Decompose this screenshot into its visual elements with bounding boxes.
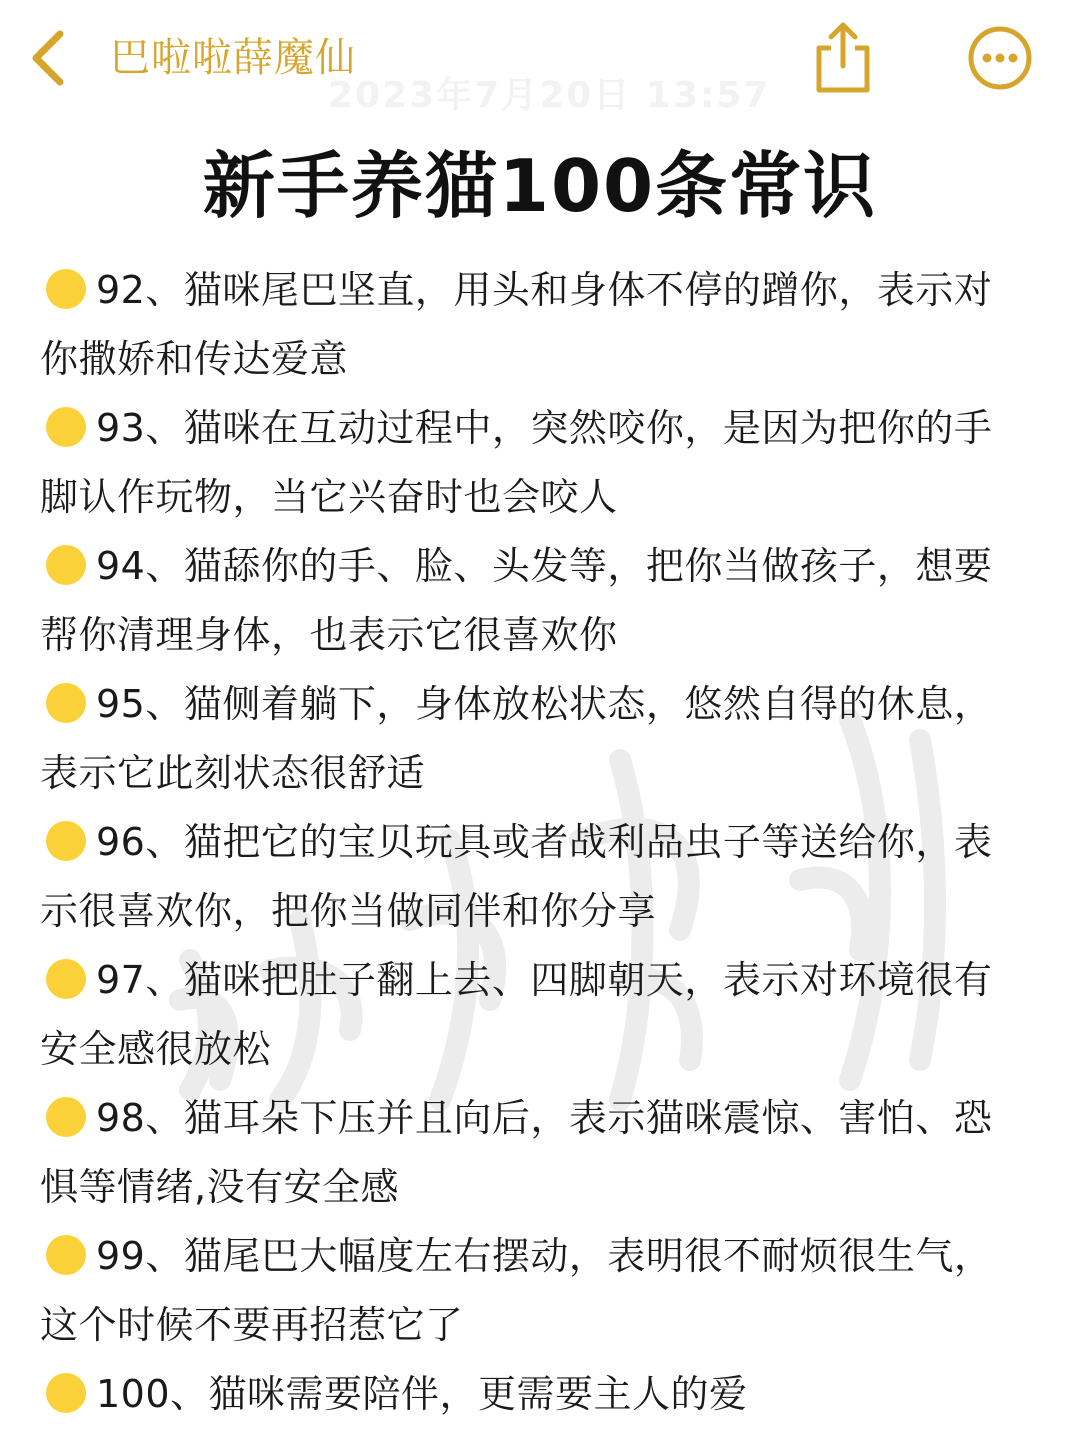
list-item <box>40 1084 1030 1222</box>
yellow-circle-icon <box>46 1373 86 1413</box>
tip-text: 94、猫舔你的手、脸、头发等，把你当做孩子，想要帮你清理身体，也表示它很喜欢你 <box>40 544 993 657</box>
top-nav-bar <box>0 0 1080 120</box>
list-item <box>40 670 1030 808</box>
list-item <box>40 1222 1030 1360</box>
chevron-left-icon <box>28 28 68 88</box>
share-button[interactable] <box>806 18 880 98</box>
list-item <box>40 532 1030 670</box>
tips-list <box>40 256 1030 1429</box>
list-item <box>40 808 1030 946</box>
yellow-circle-icon <box>46 269 86 309</box>
note-title: 新手养猫100条常识 <box>202 144 878 228</box>
note-date: 2023年7月20日 13:57 <box>328 75 771 116</box>
yellow-circle-icon <box>46 1235 86 1275</box>
list-item <box>40 1360 1030 1429</box>
share-icon <box>811 20 875 96</box>
tip-text: 96、猫把它的宝贝玩具或者战利品虫子等送给你，表示很喜欢你，把你当做同伴和你分享 <box>40 820 993 933</box>
tip-text: 92、猫咪尾巴坚直，用头和身体不停的蹭你，表示对你撒娇和传达爱意 <box>40 268 993 381</box>
tip-text: 95、猫侧着躺下，身体放松状态，悠然自得的休息，表示它此刻状态很舒适 <box>40 682 993 795</box>
list-item <box>40 256 1030 394</box>
yellow-circle-icon <box>46 545 86 585</box>
yellow-circle-icon <box>46 1097 86 1137</box>
tip-text: 99、猫尾巴大幅度左右摆动，表明很不耐烦很生气，这个时候不要再招惹它了 <box>40 1234 993 1347</box>
notes-folder-title[interactable]: 巴啦啦薛魔仙 <box>110 35 356 81</box>
tip-text: 97、猫咪把肚子翻上去、四脚朝天，表示对环境很有安全感很放松 <box>40 958 993 1071</box>
yellow-circle-icon <box>46 959 86 999</box>
yellow-circle-icon <box>46 821 86 861</box>
more-button[interactable] <box>966 24 1034 92</box>
more-icon <box>967 25 1033 91</box>
yellow-circle-icon <box>46 407 86 447</box>
tip-text: 93、猫咪在互动过程中，突然咬你，是因为把你的手脚认作玩物，当它兴奋时也会咬人 <box>40 406 993 519</box>
list-item <box>40 394 1030 532</box>
yellow-circle-icon <box>46 683 86 723</box>
tip-text: 100、猫咪需要陪伴，更需要主人的爱 <box>96 1372 748 1416</box>
back-button[interactable] <box>18 26 78 90</box>
tip-text: 98、猫耳朵下压并且向后，表示猫咪震惊、害怕、恐惧等情绪,没有安全感 <box>40 1096 993 1209</box>
list-item <box>40 946 1030 1084</box>
